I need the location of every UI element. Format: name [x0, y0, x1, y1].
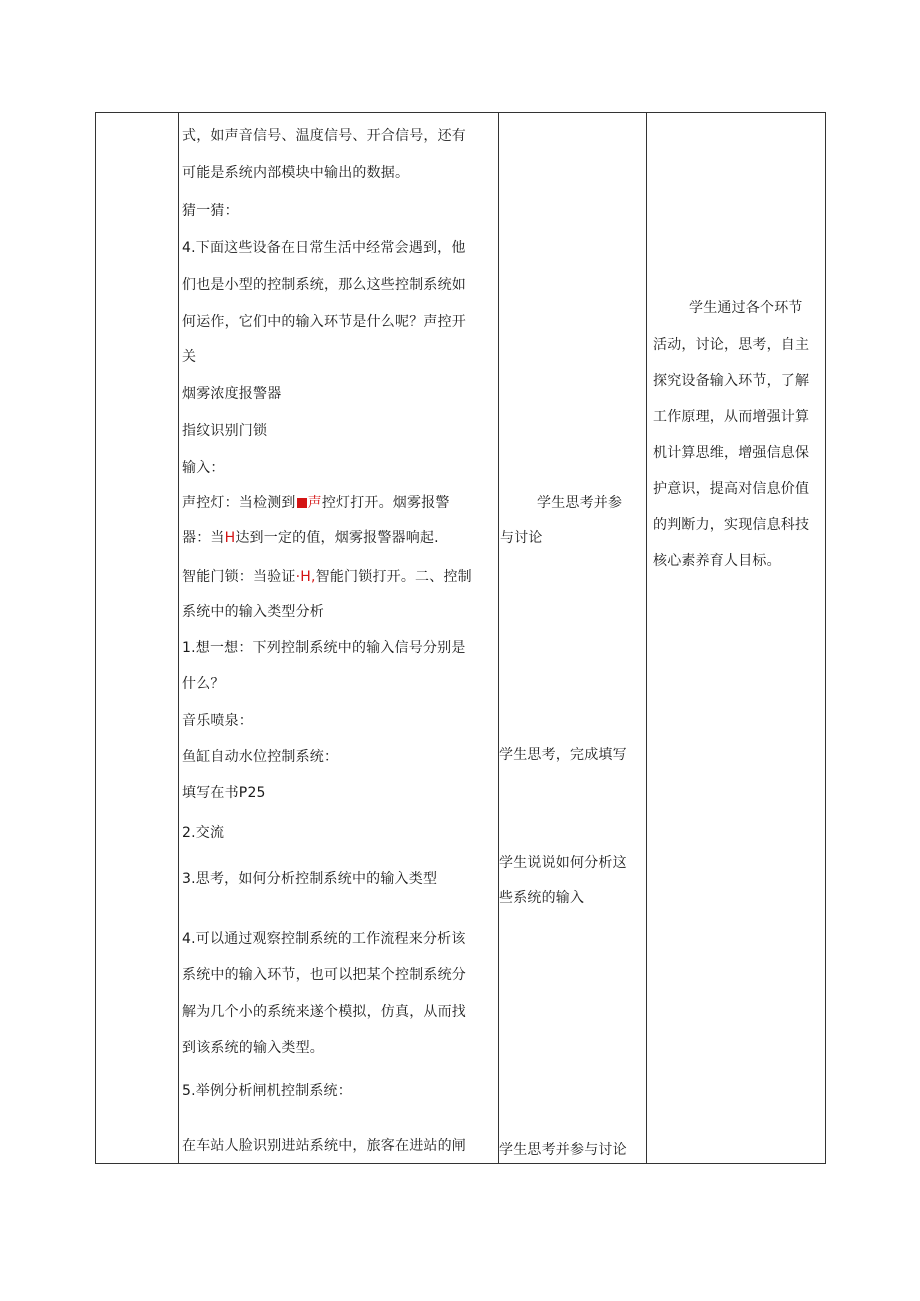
student-activity-line: 学生思考并参与讨论 [499, 1142, 627, 1158]
design-intent-line: 的判断力，实现信息科技 [653, 517, 810, 533]
smoke-alarm-suffix: 达到一定的值，烟雾报警器响起. [235, 530, 439, 546]
lesson-line: 们也是小型的控制系统，那么这些控制系统如 [182, 277, 466, 293]
lesson-line: 2.交流 [182, 825, 225, 841]
lesson-line: 4.下面这些设备在日常生活中经常会遇到，他 [182, 240, 466, 256]
lesson-line: 到该系统的输入类型。 [182, 1040, 324, 1056]
voice-lamp-prefix: 声控灯：当检测到 [182, 495, 296, 511]
lesson-line-smoke-alarm [182, 529, 439, 547]
smoke-alarm-prefix: 器：当 [182, 530, 225, 546]
lesson-line: 4.可以通过观察控制系统的工作流程来分析该 [182, 931, 466, 947]
smart-lock-suffix: 智能门锁打开。二、控制 [315, 569, 472, 585]
table-column-design-intent [647, 112, 826, 1164]
design-intent-line: 核心素养育人目标。 [653, 553, 781, 569]
lesson-line: 指纹识别门锁 [182, 423, 268, 439]
lesson-line: 可能是系统内部模块中输出的数据。 [182, 165, 410, 181]
student-activity-line: 学生思考，完成填写 [499, 747, 627, 763]
lesson-line: 猜一猜： [182, 203, 239, 219]
lesson-line: 式，如声音信号、温度信号、开合信号，还有 [182, 128, 466, 144]
lesson-line: 在车站人脸识别进站系统中，旅客在进站的闸 [182, 1138, 466, 1154]
lesson-line-voice-lamp [182, 494, 450, 512]
design-intent-line: 工作原理，从而增强计算 [653, 409, 810, 425]
red-mark-icon [297, 498, 307, 508]
design-intent-line: 护意识，提高对信息价值 [653, 481, 810, 497]
design-intent-line: 探究设备输入环节，了解 [653, 373, 810, 389]
lesson-line: 音乐喷泉： [182, 713, 253, 729]
lesson-line: 1.想一想：下列控制系统中的输入信号分别是 [182, 640, 466, 656]
lesson-line: 烟雾浓度报警器 [182, 386, 282, 402]
lesson-line: 解为几个小的系统来遂个模拟，仿真，从而找 [182, 1004, 466, 1020]
lesson-line: 关 [182, 349, 197, 365]
lesson-line: 输入： [182, 460, 225, 476]
design-intent-line: 机计算思维，增强信息保 [653, 445, 810, 461]
student-activity-line: 与讨论 [500, 530, 543, 546]
student-activity-line: 学生说说如何分析这 [499, 855, 627, 871]
lesson-line: 填写在书P25 [182, 785, 266, 801]
design-intent-line: 学生通过各个环节 [689, 300, 803, 316]
lesson-line: 3.思考，如何分析控制系统中的输入类型 [182, 871, 438, 887]
lesson-line: 什么？ [182, 676, 225, 692]
table-column-stage [95, 112, 179, 1164]
smoke-alarm-red-text: H [224, 530, 236, 546]
lesson-line: 鱼缸自动水位控制系统： [182, 749, 339, 765]
voice-lamp-suffix: 控灯打开。烟雾报警 [321, 495, 450, 511]
lesson-line: 系统中的输入类型分析 [182, 604, 324, 620]
table-column-student-activity [499, 112, 647, 1164]
design-intent-line: 活动，讨论，思考，自主 [653, 337, 810, 353]
student-activity-line: 学生思考并参 [537, 495, 623, 511]
lesson-line: 5.举例分析闸机控制系统： [182, 1083, 352, 1099]
student-activity-line: 些系统的输入 [499, 890, 585, 906]
lesson-line: 何运作，它们中的输入环节是什么呢？声控开 [182, 314, 466, 330]
smart-lock-red-text: ·H, [295, 569, 316, 585]
voice-lamp-red-text: 声 [307, 495, 322, 511]
lesson-line: 系统中的输入环节，也可以把某个控制系统分 [182, 967, 466, 983]
smart-lock-prefix: 智能门锁：当验证 [182, 569, 296, 585]
lesson-line-smart-lock [182, 568, 472, 586]
